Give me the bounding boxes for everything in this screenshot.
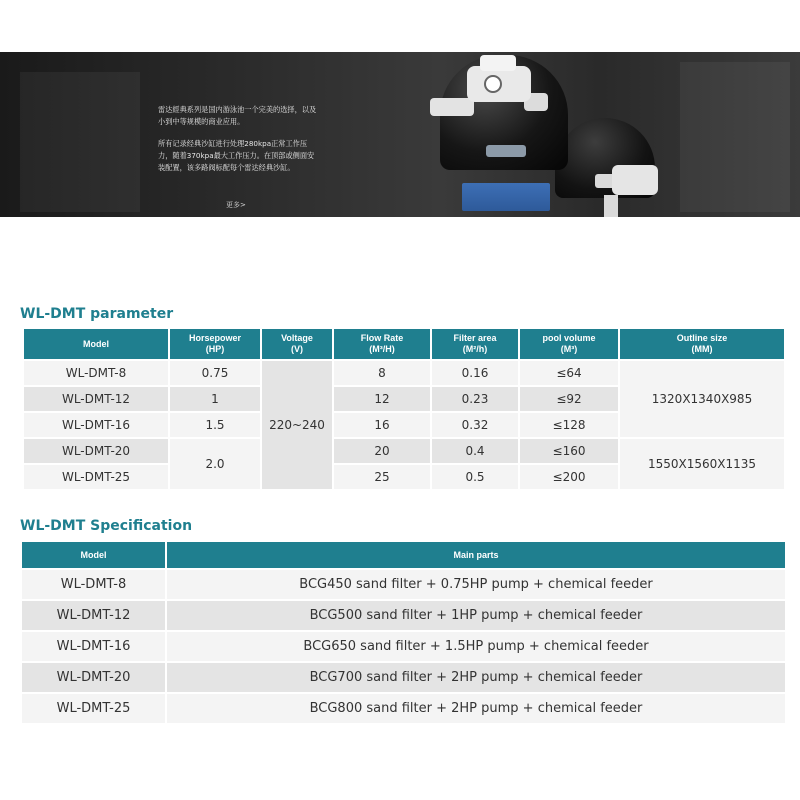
header-model: Model — [23, 328, 169, 360]
banner-description — [158, 104, 318, 184]
header-flow-rate: Flow Rate (M³/H) — [333, 328, 431, 360]
cell-hp: 1 — [169, 386, 261, 412]
cell-outline: 1320X1340X985 — [619, 360, 785, 438]
cell-model: WL-DMT-25 — [21, 693, 166, 724]
specification-header-row — [21, 541, 786, 569]
cell-model: WL-DMT-8 — [23, 360, 169, 386]
cell-model: WL-DMT-12 — [23, 386, 169, 412]
table-row — [21, 693, 786, 724]
cell-volume: ≤160 — [519, 438, 619, 464]
cell-hp: 2.0 — [169, 438, 261, 490]
background-shelf — [20, 72, 140, 212]
cell-model: WL-DMT-25 — [23, 464, 169, 490]
parameter-table — [22, 327, 786, 491]
table-row — [21, 631, 786, 662]
cell-area: 0.32 — [431, 412, 519, 438]
cell-area: 0.16 — [431, 360, 519, 386]
specification-title: WL-DMT Specification — [20, 518, 193, 534]
valve-handle — [480, 55, 516, 71]
cell-parts: BCG800 sand filter + 2HP pump + chemical feeder — [166, 693, 786, 724]
cell-voltage: 220~240 — [261, 360, 333, 490]
table-row — [23, 360, 785, 386]
banner-paragraph-1: 雷达經典系列是国内游泳池一个完美的选择，以及小到中等规模的商业应用。 — [158, 105, 317, 126]
header-pool-volume: pool volume (M³) — [519, 328, 619, 360]
cell-model: WL-DMT-16 — [23, 412, 169, 438]
cell-flow: 25 — [333, 464, 431, 490]
cell-model: WL-DMT-12 — [21, 600, 166, 631]
cell-volume: ≤64 — [519, 360, 619, 386]
cell-flow: 20 — [333, 438, 431, 464]
cell-volume: ≤200 — [519, 464, 619, 490]
banner-paragraph-2: 所有记录经典沙缸进行处理280kpa正常工作压力，随着370kpa最大工作压力。在顶部或侧面安装配置，该多路阀标配每个雷达经典沙缸。 — [158, 139, 315, 172]
back-valve-body — [612, 165, 658, 195]
header-outline-size: Outline size (MM) — [619, 328, 785, 360]
cell-model: WL-DMT-8 — [21, 569, 166, 600]
table-row — [21, 569, 786, 600]
cell-parts: BCG650 sand filter + 1.5HP pump + chemical feeder — [166, 631, 786, 662]
parameter-title: WL-DMT parameter — [20, 306, 174, 322]
header-main-parts: Main parts — [166, 541, 786, 569]
cell-hp: 0.75 — [169, 360, 261, 386]
header-voltage: Voltage (V) — [261, 328, 333, 360]
cell-parts: BCG700 sand filter + 2HP pump + chemical feeder — [166, 662, 786, 693]
background-shelf — [680, 62, 790, 212]
product-banner — [0, 52, 800, 217]
cell-hp: 1.5 — [169, 412, 261, 438]
specification-table — [20, 540, 787, 725]
cell-volume: ≤128 — [519, 412, 619, 438]
tank-collar — [486, 145, 526, 157]
header-horsepower: Horsepower (HP) — [169, 328, 261, 360]
header-model: Model — [21, 541, 166, 569]
cell-flow: 16 — [333, 412, 431, 438]
cell-area: 0.4 — [431, 438, 519, 464]
cell-outline: 1550X1560X1135 — [619, 438, 785, 490]
header-filter-area: Filter area (M²/h) — [431, 328, 519, 360]
more-link[interactable]: 更多> — [226, 201, 246, 209]
back-valve-stem — [604, 195, 618, 217]
cell-flow: 12 — [333, 386, 431, 412]
table-row — [21, 662, 786, 693]
cell-model: WL-DMT-16 — [21, 631, 166, 662]
cell-parts: BCG500 sand filter + 1HP pump + chemical feeder — [166, 600, 786, 631]
parameter-header-row — [23, 328, 785, 360]
cell-model: WL-DMT-20 — [23, 438, 169, 464]
cell-flow: 8 — [333, 360, 431, 386]
cell-volume: ≤92 — [519, 386, 619, 412]
cell-model: WL-DMT-20 — [21, 662, 166, 693]
cell-area: 0.23 — [431, 386, 519, 412]
cell-parts: BCG450 sand filter + 0.75HP pump + chemical feeder — [166, 569, 786, 600]
table-row — [21, 600, 786, 631]
pressure-gauge-icon — [484, 75, 502, 93]
cell-area: 0.5 — [431, 464, 519, 490]
table-row — [23, 438, 785, 464]
tank-label-plate — [462, 183, 550, 211]
valve-pipe-left — [430, 98, 474, 116]
